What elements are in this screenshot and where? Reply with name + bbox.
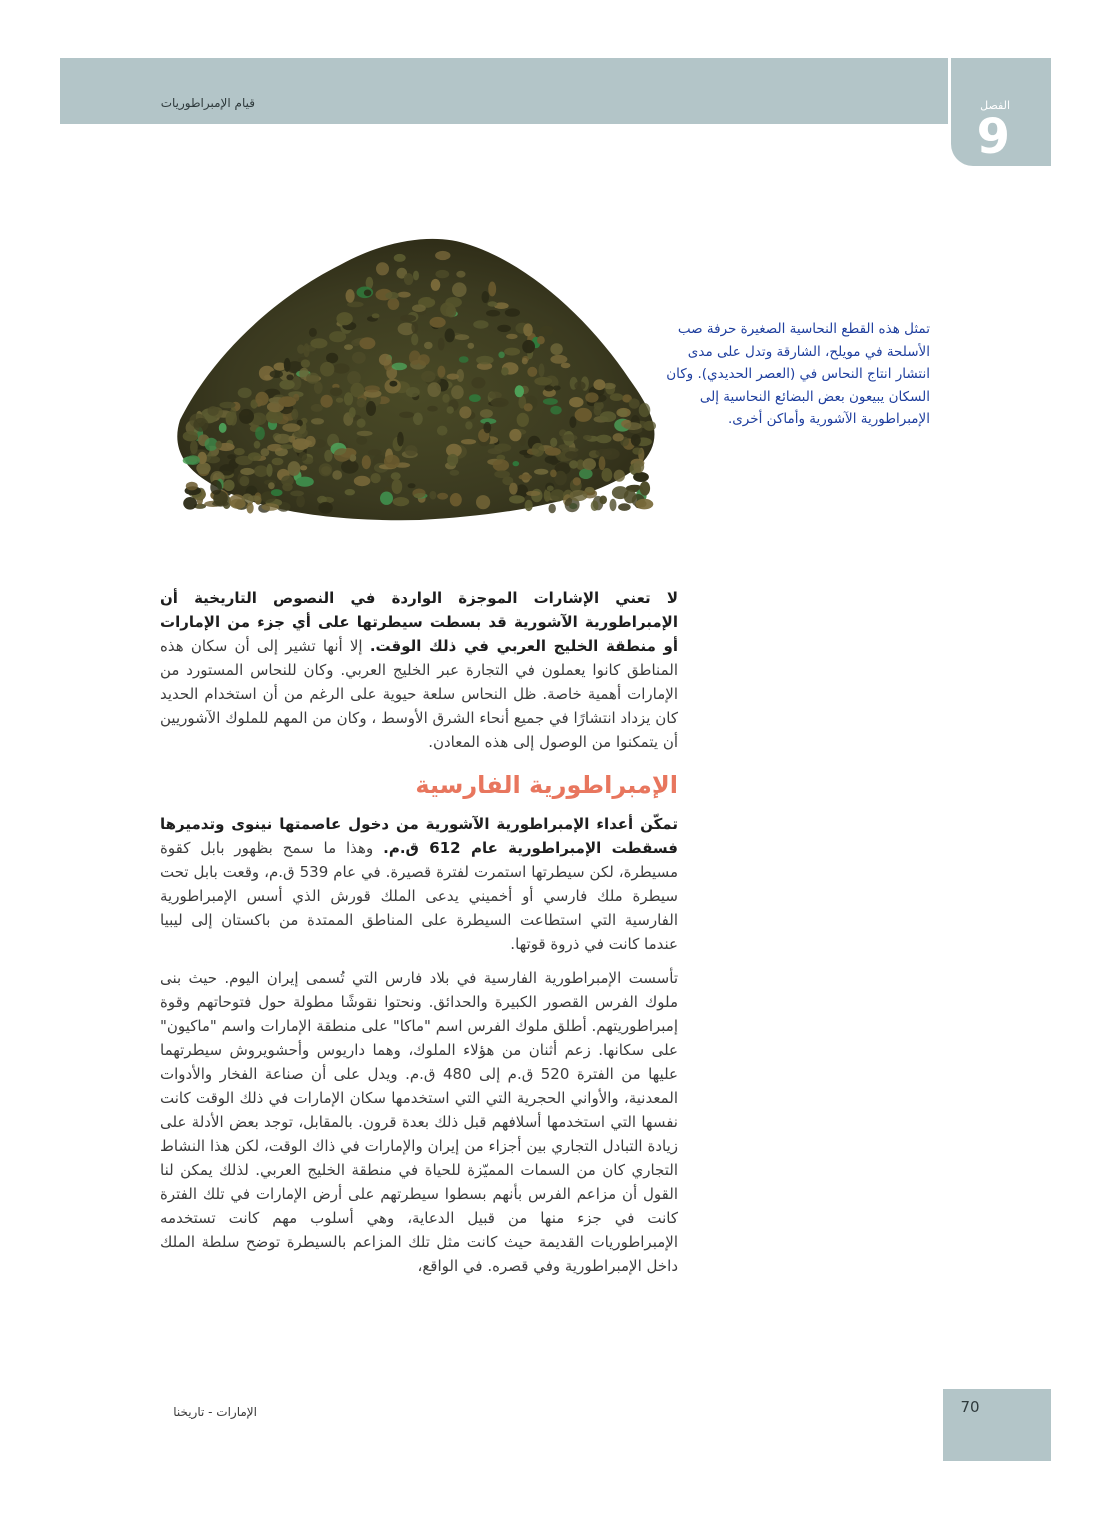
paragraph-assyrian-trade [160, 586, 678, 754]
header-bar [60, 58, 948, 124]
chapter-number: 9 [976, 109, 1010, 165]
footer-book-title: الإمارات - تاريخنا [173, 1405, 257, 1419]
photo-caption: تمثل هذه القطع النحاسية الصغيرة حرفة صب الأسلحة في مويلح، الشارقة وتدل على مدى انتشار انتاج النحاس في (العصر الحديدي). وكان السكان يبيعون بعض البضائع النحاسية إلى الإمبراطورية الآشورية وأماكن أخرى. [666, 321, 930, 427]
article-body [160, 586, 678, 1288]
paragraph-1-lead: لا تعني الإشارات الموجزة الواردة في النصوص التاريخية أن الإمبراطورية الآشورية قد بسطت سيطرتها على أي جزء من الإمارات أو منطقة الخليج العربي في ذلك الوقت. [160, 589, 679, 655]
running-header-title: قيام الإمبراطوريات [160, 96, 255, 110]
chapter-label: الفصل [980, 99, 1010, 112]
paragraph-fall-of-nineveh [160, 812, 678, 956]
paragraph-2-lead: تمكّن أعداء الإمبراطورية الآشورية من دخول عاصمتها نينوى وتدميرها فسقطت الإمبراطورية عام 612 ق.م. [160, 815, 678, 857]
paragraph-2-body: وهذا ما سمح بظهور بابل كقوة مسيطرة، لكن سيطرتها استمرت لفترة قصيرة. في عام 539 ق.م، وقعت بابل تحت سيطرة ملك فارسي أو أخميني يدعى الملك قورش الذي أسس الإمبراطورية الفارسية التي استطاعت السيطرة على المناطق الممتدة من باكستان إلى ليبيا عندما كانت في ذروة قوتها. [160, 839, 679, 953]
copper-pieces-image [170, 210, 670, 540]
page-number: 70 [960, 1398, 980, 1416]
section-heading-persian-empire: الإمبراطورية الفارسية [415, 771, 678, 799]
paragraph-1-body: إلا أنها تشير إلى أن سكان هذه المناطق كانوا يعملون في التجارة عبر الخليج العربي. وكان للنحاس المستورد من الإمارات أهمية خاصة. ظل النحاس سلعة حيوية على الرغم من أن استخدام الحديد كان يزداد انتشارًا في جميع أنحاء الشرق الأوسط ، وكان من المهم للملوك الآشوريين أن يتمكنوا من الوصول إلى هذه المعادن. [160, 637, 678, 751]
paragraph-persian-empire: تأسست الإمبراطورية الفارسية في بلاد فارس التي تُسمى إيران اليوم. حيث بنى ملوك الفرس القصور الكبيرة والحدائق. ونحتوا نقوشًا مطولة حول فتوحاتهم وقوة إمبراطوريتهم. أطلق ملوك الفرس اسم "ماكا" على منطقة الإمارات واسم "ماكيون" على سكانها. زعم أثنان من هؤلاء الملوك، وهما داريوس وأحشويروش سيطرتهما عليها من الفترة 520 ق.م إلى 480 ق.م. ويدل على أن صناعة الفخار والأدوات المعدنية، والأواني الحجرية التي التي استخدمها سكان الإمارات في ذلك الوقت كانت نفسها التي استخدمها أسلافهم قبل ذلك بعدة قرون. بالمقابل، توجد بعض الأدلة على زيادة التبادل التجاري بين أجزاء من إيران والإمارات في ذاك الوقت، لكن هذا النشاط التجاري كان من السمات المميّزة للحياة في منطقة الخليج العربي. لذلك يمكن لنا القول أن مزاعم الفرس بأنهم بسطوا سيطرتهم على أرض الإمارات في تلك الفترة كانت في جزء منها من قبيل الدعاية، وهي أسلوب مهم كانت تستخدمه الإمبراطوريات القديمة حيث كانت مثل تلك المزاعم بالسيطرة توضح سلطة الملك داخل الإمبراطورية وفي قصره. في الواقع، [160, 969, 678, 1275]
